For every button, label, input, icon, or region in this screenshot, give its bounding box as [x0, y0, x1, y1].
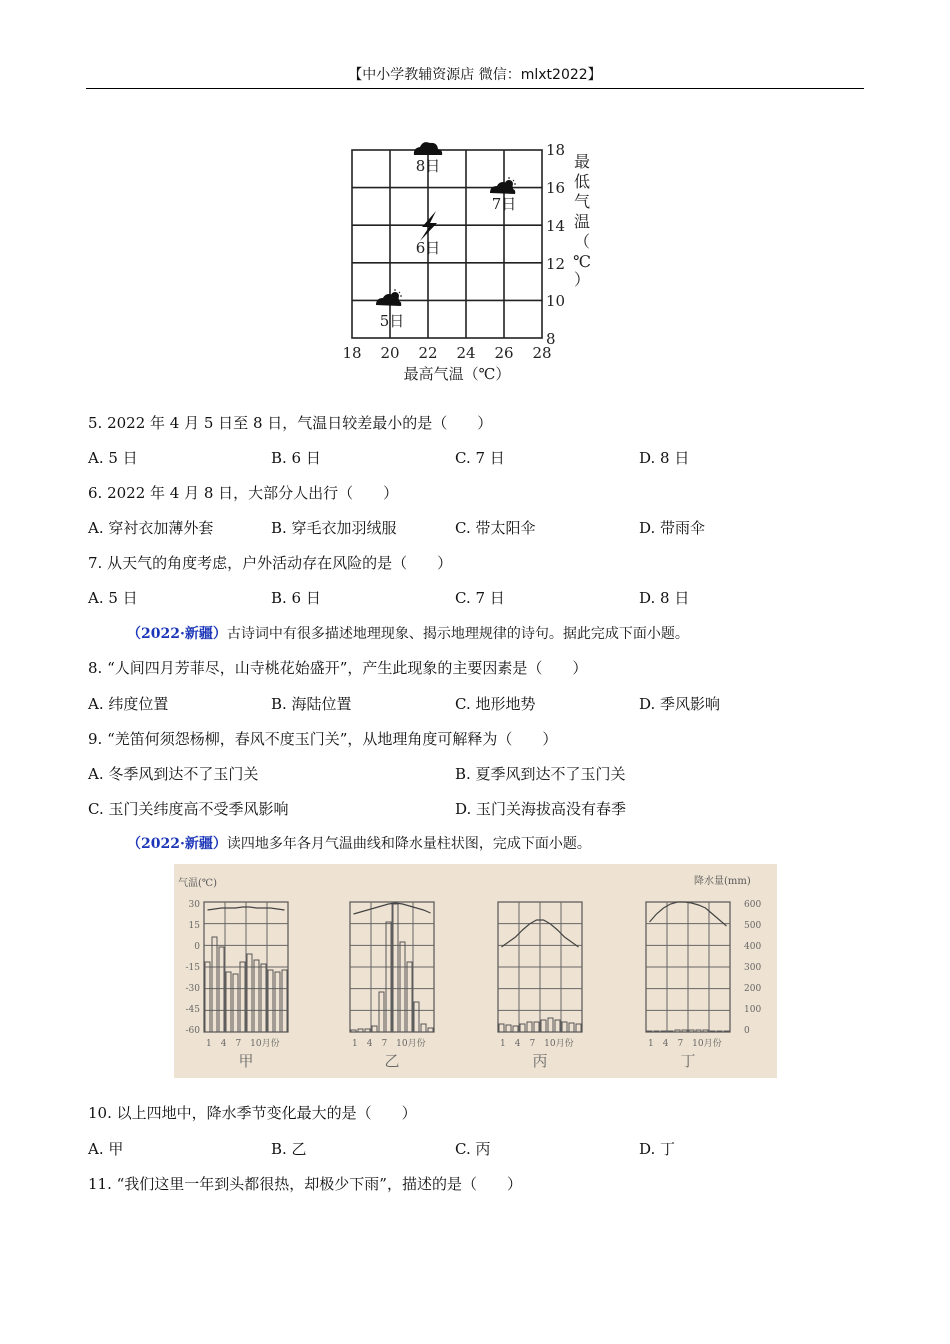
q7-option-c[interactable]: C. 7 日: [455, 589, 505, 607]
precipitation-bar: [661, 1031, 666, 1032]
precip-tick: 400: [744, 942, 762, 952]
point-label: 7日: [491, 195, 517, 213]
temp-tick: 0: [194, 942, 200, 952]
precipitation-bar: [717, 1031, 722, 1032]
q9-option-a[interactable]: A. 冬季风到达不了玉门关: [88, 765, 259, 783]
q8-option-d[interactable]: D. 季风影响: [639, 695, 721, 713]
question-6-stem: 6. 2022 年 4 月 8 日，大部分人出行（ ）: [88, 484, 399, 502]
y-tick: 8: [546, 330, 556, 348]
page-header: 【中小学教辅资源店 微信：mlxt2022】: [86, 62, 864, 89]
question-9-stem: 9. “羌笛何须怨杨柳，春风不度玉门关”，从地理角度可解释为（ ）: [88, 730, 558, 748]
precipitation-bar: [724, 1031, 729, 1032]
x-tick: 24: [456, 344, 476, 362]
precip-tick: 600: [744, 900, 762, 910]
source-tag: （2022·新疆）: [127, 836, 227, 852]
temp-tick: -60: [185, 1026, 200, 1036]
panel-name: 乙: [384, 1052, 400, 1070]
precip-tick: 300: [744, 963, 762, 973]
q10-option-b[interactable]: B. 乙: [271, 1140, 307, 1158]
q5-option-c[interactable]: C. 7 日: [455, 449, 505, 467]
precip-tick: 500: [744, 921, 762, 931]
y-axis-label-char: （: [573, 232, 591, 251]
y-tick: 18: [546, 141, 566, 159]
precipitation-bar: [710, 1031, 715, 1032]
q9-option-d[interactable]: D. 玉门关海拔高没有春季: [455, 800, 627, 818]
x-tick: 18: [342, 344, 362, 362]
q6-option-a[interactable]: A. 穿衬衣加薄外套: [88, 519, 214, 537]
panel-name: 丙: [532, 1052, 548, 1070]
x-tick: 26: [494, 344, 514, 362]
q10-option-c[interactable]: C. 丙: [455, 1140, 491, 1158]
question-10-stem: 10. 以上四地中，降水季节变化最大的是（ ）: [88, 1104, 417, 1122]
sun-cloud-icon: [490, 177, 516, 194]
climate-charts-figure: [174, 864, 777, 1078]
q7-option-b[interactable]: B. 6 日: [271, 589, 321, 607]
y-axis-label-char: ℃: [573, 252, 591, 271]
y-tick: 14: [546, 217, 566, 235]
q5-option-a[interactable]: A. 5 日: [88, 449, 138, 467]
y-tick: 16: [546, 179, 566, 197]
y-axis-label-char: 低: [573, 172, 591, 191]
q8-option-b[interactable]: B. 海陆位置: [271, 695, 352, 713]
y-axis-label-char: 最: [573, 152, 591, 171]
temperature-axis-label: 气温(℃): [178, 878, 217, 889]
temp-tick: -15: [185, 963, 200, 973]
x-tick: 22: [418, 344, 438, 362]
q7-option-d[interactable]: D. 8 日: [639, 589, 690, 607]
temperature-scatter-chart: [330, 135, 610, 390]
precip-tick: 200: [744, 984, 762, 994]
q10-option-d[interactable]: D. 丁: [639, 1140, 676, 1158]
passage-intro-1: [127, 623, 689, 643]
q6-option-d[interactable]: D. 带雨伞: [639, 519, 706, 537]
precip-tick: 0: [744, 1026, 750, 1036]
precipitation-bar: [668, 1031, 673, 1032]
q8-option-c[interactable]: C. 地形地势: [455, 695, 536, 713]
question-11-stem: 11. “我们这里一年到头都很热，却极少下雨”，描述的是（ ）: [88, 1175, 522, 1193]
sun-cloud-icon: [376, 289, 402, 306]
y-tick: 10: [546, 292, 566, 310]
q10-option-a[interactable]: A. 甲: [88, 1140, 124, 1158]
precipitation-bar: [647, 1031, 652, 1032]
y-axis-label-char: 温: [573, 212, 591, 231]
y-axis-label-char: ）: [573, 270, 591, 289]
q8-option-a[interactable]: A. 纬度位置: [88, 695, 169, 713]
month-ticks: 1 4 7 10月份: [648, 1039, 722, 1049]
month-ticks: 1 4 7 10月份: [352, 1039, 426, 1049]
temp-tick: 30: [188, 900, 200, 910]
panel-name: 甲: [238, 1052, 254, 1070]
precip-tick: 100: [744, 1005, 762, 1015]
question-5-stem: 5. 2022 年 4 月 5 日至 8 日，气温日较差最小的是（ ）: [88, 414, 493, 432]
month-ticks: 1 4 7 10月份: [500, 1039, 574, 1049]
question-8-stem: 8. “人间四月芳菲尽，山寺桃花始盛开”，产生此现象的主要因素是（ ）: [88, 659, 588, 677]
intro-text: 古诗词中有很多描述地理现象、揭示地理规律的诗句。据此完成下面小题。: [226, 626, 689, 642]
x-tick: 28: [532, 344, 552, 362]
q6-option-c[interactable]: C. 带太阳伞: [455, 519, 536, 537]
x-axis-label: 最高气温（℃）: [403, 365, 511, 383]
q5-option-d[interactable]: D. 8 日: [639, 449, 690, 467]
precipitation-axis-label: 降水量(mm): [694, 876, 751, 887]
source-tag: （2022·新疆）: [127, 626, 227, 642]
x-tick: 20: [380, 344, 400, 362]
point-label: 6日: [415, 239, 441, 257]
temp-tick: -45: [185, 1005, 200, 1015]
q6-option-b[interactable]: B. 穿毛衣加羽绒服: [271, 519, 397, 537]
q9-option-b[interactable]: B. 夏季风到达不了玉门关: [455, 765, 626, 783]
panel-name: 丁: [680, 1052, 696, 1070]
cloud-icon: [414, 142, 442, 155]
point-label: 5日: [379, 312, 405, 330]
y-tick: 12: [546, 255, 566, 273]
passage-intro-2: [127, 833, 591, 853]
intro-text: 读四地多年各月气温曲线和降水量柱状图，完成下面小题。: [226, 836, 591, 852]
y-axis-label-char: 气: [573, 192, 591, 211]
point-label: 8日: [415, 157, 441, 175]
q7-option-a[interactable]: A. 5 日: [88, 589, 138, 607]
precipitation-bar: [654, 1031, 659, 1032]
q9-option-c[interactable]: C. 玉门关纬度高不受季风影响: [88, 800, 289, 818]
temp-tick: -30: [185, 984, 200, 994]
question-7-stem: 7. 从天气的角度考虑，户外活动存在风险的是（ ）: [88, 554, 453, 572]
q5-option-b[interactable]: B. 6 日: [271, 449, 321, 467]
month-ticks: 1 4 7 10月份: [206, 1039, 280, 1049]
temp-tick: 15: [188, 921, 200, 931]
